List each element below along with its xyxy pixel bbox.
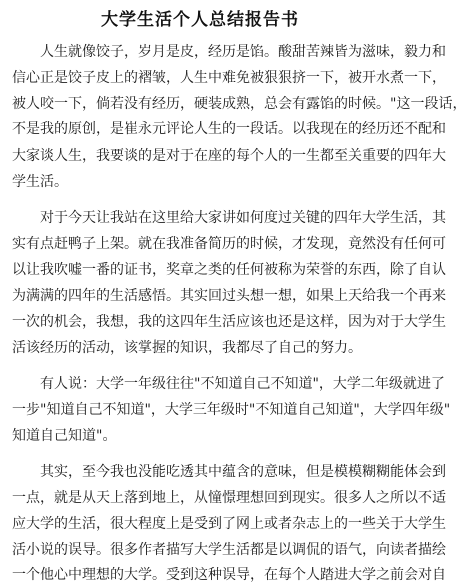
paragraph-line: 活小说的误导。很多作者描写大学生活都是以调侃的语气，向读者描绘 <box>12 542 446 558</box>
paragraph-line: 知道自己知道"。 <box>12 428 117 444</box>
paragraph-line: 对于今天让我站在这里给大家讲如何度过关键的四年大学生活，其 <box>12 210 446 226</box>
paragraph-line: 一步"知道自己不知道"，大学三年级时"不知道自己知道"，大学四年级" <box>12 402 451 418</box>
paragraph-line: 大家谈人生，我要谈的是对于在座的每个人的一生都至关重要的四年大 <box>12 148 446 164</box>
paragraph-line: 一次的机会，我想，我的这四年生活应该也还是这样，因为对于大学生 <box>12 314 446 330</box>
paragraph-line: 一点，就是从天上落到地上，从憧憬理想回到现实。很多人之所以不适 <box>12 490 446 506</box>
paragraph-line: 以让我吹嘘一番的证书，奖章之类的任何被称为荣誉的东西，除了自认 <box>12 262 446 278</box>
paragraph-line: 实有点赶鸭子上架。就在我准备简历的时候，才发现，竟然没有任何可 <box>12 236 446 252</box>
paragraph-line: 其实，至今我也没能吃透其中蕴含的意味，但是模模糊糊能体会到 <box>12 464 446 480</box>
paragraph-line: 不是我的原创，是崔永元评论人生的一段话。以我现在的经历还不配和 <box>12 121 446 137</box>
paragraph-line: 有人说：大学一年级往往"不知道自己不知道"，大学二年级就进了 <box>12 376 445 392</box>
paragraph-line: 被人咬一下，倘若没有经历，硬装成熟，总会有露馅的时候。"这一段话， <box>12 96 466 112</box>
paragraph-line: 学生活。 <box>12 174 68 190</box>
paragraph-line: 人生就像饺子，岁月是皮，经历是馅。酸甜苦辣皆为滋味，毅力和 <box>12 44 446 60</box>
paragraph-line: 一个他心中理想的大学。受到这种误导，在每个人踏进大学之前会对自 <box>12 567 446 583</box>
document-title: 大学生活个人总结报告书 <box>101 10 299 30</box>
paragraph-line: 信心正是饺子皮上的褶皱，人生中难免被狠狠挤一下，被开水煮一下， <box>12 70 446 86</box>
paragraph-line: 应大学的生活，很大程度上是受到了网上或者杂志上的一些关于大学生 <box>12 516 446 532</box>
paragraph-line: 活该经历的活动，该掌握的知识，我都尽了自己的努力。 <box>12 340 362 356</box>
paragraph-line: 为满满的四年的生活感悟。其实回过头想一想，如果上天给我一个再来 <box>12 288 446 304</box>
